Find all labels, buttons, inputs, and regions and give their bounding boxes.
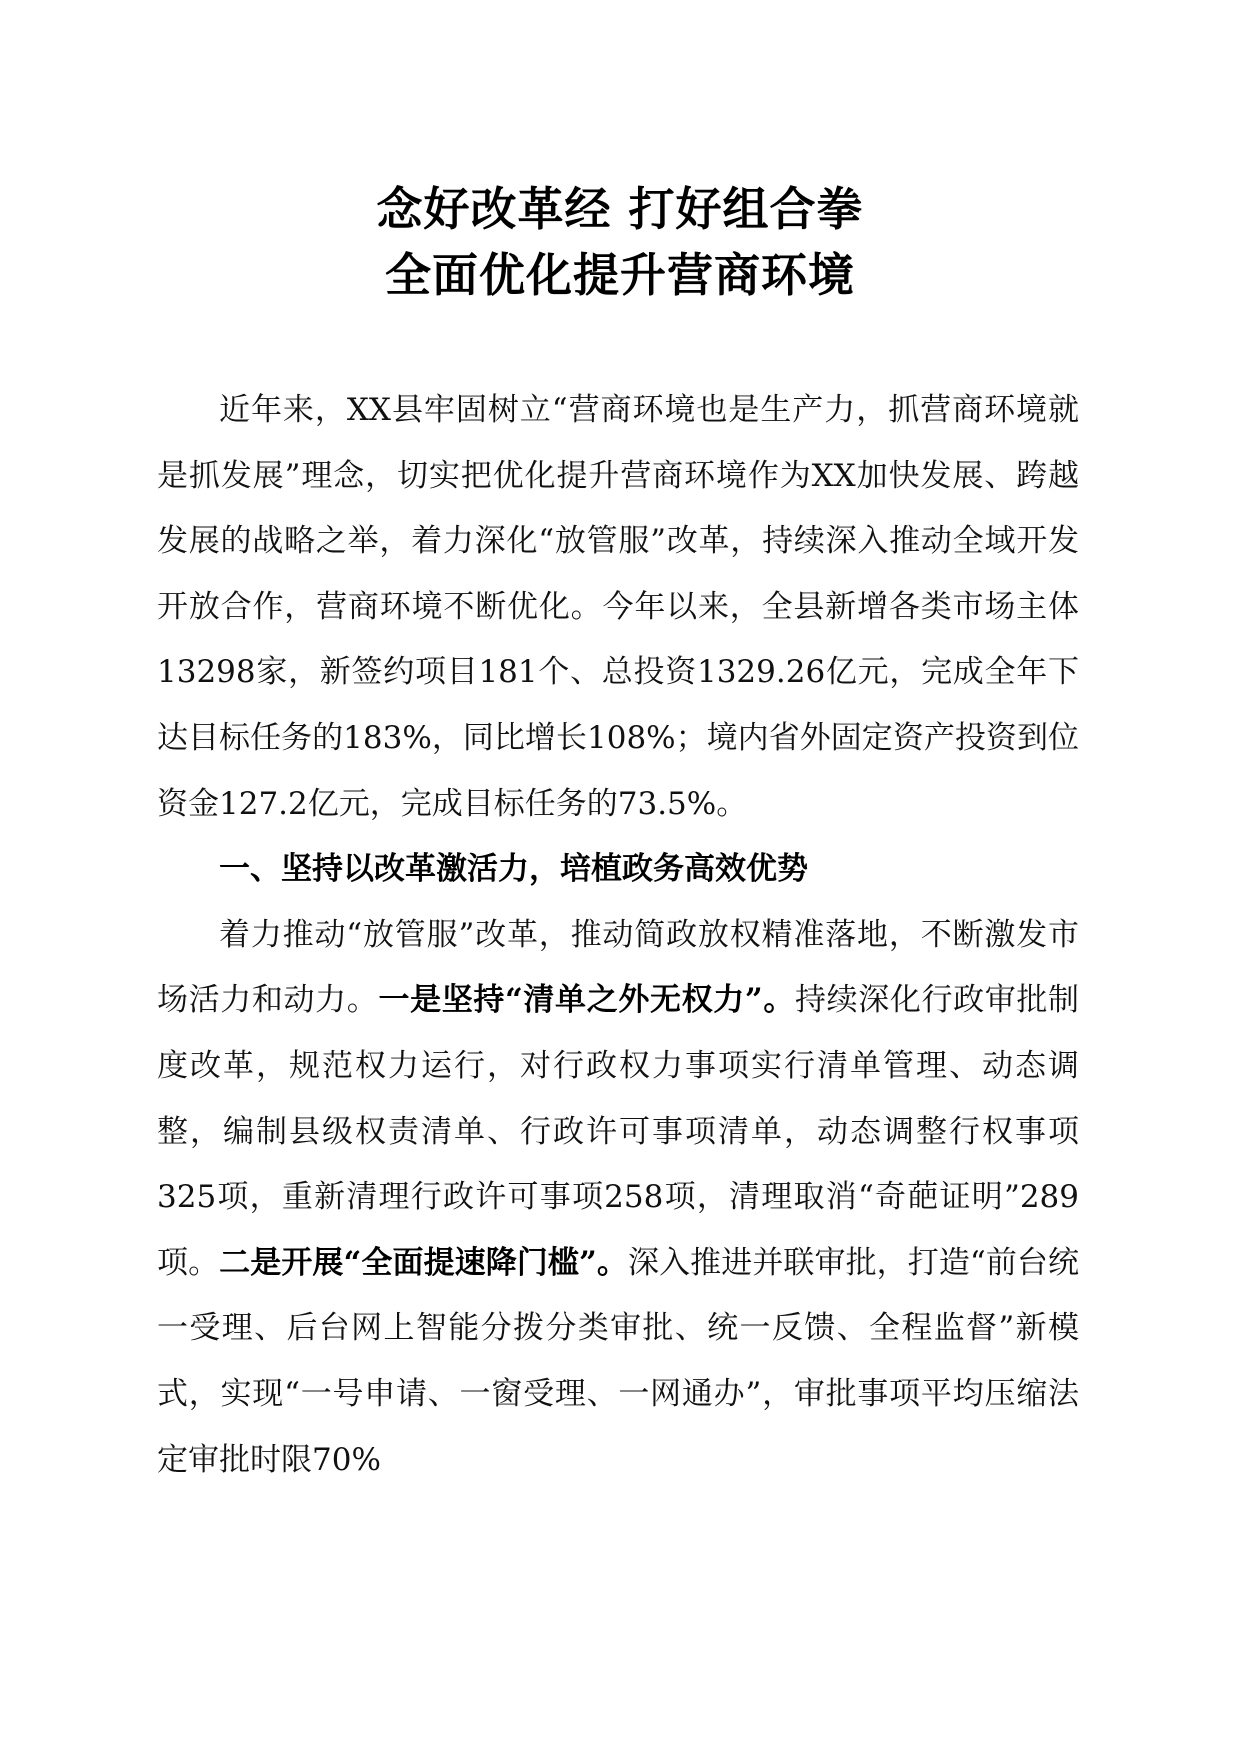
paragraph-text-run: 持续深化行政审批制度改革，规范权力运行，对行政权力事项实行清单管理、动态调整，编制县级权责清单、行政许可事项清单，动态调整行权事项325项，重新清理行政许可事项258项，清理取消“奇葩证明”289项。	[157, 982, 1080, 1281]
bold-point-1: 一是坚持“清单之外无权力”。	[378, 982, 795, 1019]
title-line-1: 念好改革经 打好组合拳	[376, 182, 864, 236]
intro-paragraph: 近年来，XX县牢固树立“营商环境也是生产力，抓营商环境就是抓发展”理念，切实把优化提升营商环境作为XX加快发展、跨越发展的战略之举，着力深化“放管服”改革，持续深入推动全域开发开放合作，营商环境不断优化。今年以来，全县新增各类市场主体13298家，新签约项目181个、总投资1329.26亿元，完成全年下达目标任务的183%，同比增长108%；境内省外固定资产投资到位资金127.2亿元，完成目标任务的73.5%。	[157, 392, 1079, 822]
paragraph-text-run: 深入推进并联审批，打造“前台统一受理、后台网上智能分拨分类审批、统一反馈、全程监督”新模式，实现“一号申请、一窗受理、一网通办”，审批事项平均压缩法定审批时限70%	[157, 1244, 1079, 1478]
title-line-2: 全面优化提升营商环境	[385, 248, 855, 302]
document-body	[157, 378, 1079, 1493]
paragraph-text-run: 着力推动“放管服”改革，推动简政放权精准落地，不断激发市场活力和动力。	[157, 916, 1079, 1019]
section-1-paragraph	[157, 903, 1079, 1493]
document-title	[0, 176, 1240, 308]
bold-point-2: 二是开展“全面提速降门槛”。	[219, 1244, 628, 1281]
section-heading-1: 一、坚持以改革激活力，培植政务高效优势	[219, 851, 808, 888]
